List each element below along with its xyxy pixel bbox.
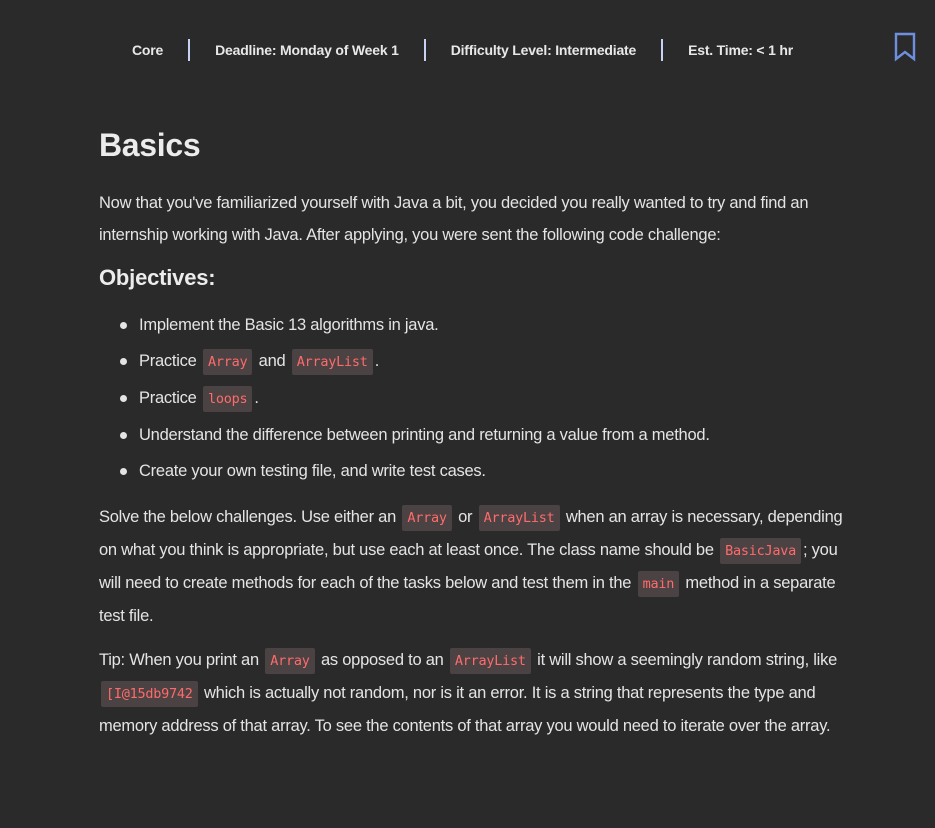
code-memory-address: [I@15db9742 (101, 681, 198, 707)
code-main: main (638, 571, 680, 597)
tip-paragraph: Tip: When you print an Array as opposed to an ArrayList it will show a seemingly random string, like [I@15db9742 which is actually not random, nor is it an error. It is a string that represents the type and memory address of that array. To see the contents of that array you would need to iterate over the array. (99, 644, 844, 742)
bullet-icon (120, 322, 127, 329)
intro-paragraph: Now that you've familiarized yourself with Java a bit, you decided you really wanted to try and find an internship working with Java. After applying, you were sent the following code challenge: (99, 194, 809, 244)
code-basicjava: BasicJava (720, 538, 801, 564)
objective-item: Practice loops . (139, 380, 844, 417)
bullet-icon (120, 468, 127, 475)
code-arraylist: ArrayList (292, 349, 373, 375)
objective-item: Practice Array and ArrayList . (139, 343, 844, 380)
code-arraylist: ArrayList (479, 505, 560, 531)
code-array: Array (203, 349, 252, 375)
bullet-icon (120, 358, 127, 365)
bookmark-button[interactable] (894, 32, 916, 62)
meta-category: Core (132, 42, 164, 58)
code-array: Array (402, 505, 451, 531)
bookmark-icon (894, 32, 916, 62)
page-title: Basics (99, 127, 201, 163)
objective-item: Implement the Basic 13 algorithms in java. (139, 307, 844, 343)
code-array: Array (265, 648, 314, 674)
assignment-meta-bar (0, 38, 935, 62)
meta-est-time: Est. Time: < 1 hr (688, 42, 793, 58)
objective-item: Create your own testing file, and write test cases. (139, 453, 844, 489)
bullet-icon (120, 395, 127, 402)
challenge-paragraph: Solve the below challenges. Use either an Array or ArrayList when an array is necessary, depending on what you think is appropriate, but use each at least once. The class name should be BasicJava ; you will need to create methods for each of the tasks below and test them in the main method in a separate test file. (99, 501, 844, 632)
objectives-list (99, 307, 844, 489)
objective-item: Understand the difference between printing and returning a value from a method. (139, 417, 844, 453)
bullet-icon (120, 432, 127, 439)
objectives-heading: Objectives: (99, 265, 216, 290)
lesson-content (99, 120, 844, 754)
code-loops: loops (203, 386, 252, 412)
meta-difficulty: Difficulty Level: Intermediate (450, 42, 637, 58)
meta-deadline: Deadline: Monday of Week 1 (215, 42, 399, 58)
code-arraylist: ArrayList (450, 648, 531, 674)
